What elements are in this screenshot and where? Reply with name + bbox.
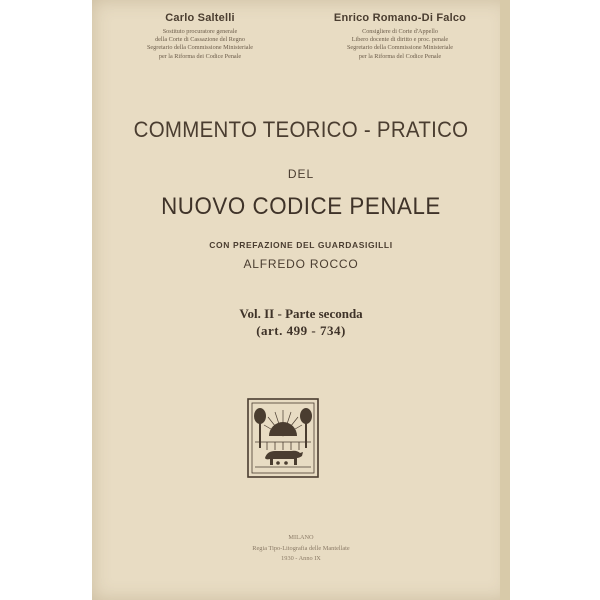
author-block-romano-di-falco	[300, 12, 500, 61]
author-block-saltelli	[100, 12, 300, 61]
book-title-line-2: NUOVO CODICE PENALE	[161, 193, 441, 220]
author-credential-line: Sostituto procuratore generale	[162, 28, 238, 35]
title-page	[92, 0, 510, 600]
author-name: Enrico Romano-Di Falco	[333, 12, 467, 24]
imprint-city: MILANO	[288, 534, 314, 541]
page-edge	[500, 0, 510, 600]
book-title-line-1: COMMENTO TEORICO - PRATICO	[133, 117, 469, 142]
article-range: (art. 499 - 734)	[256, 323, 346, 338]
author-credential-line: Consigliere di Corte d'Appello	[362, 28, 438, 35]
author-credential-line: per la Riforma dei Codice Penale	[158, 52, 242, 60]
author-credential-line: della Corte di Cassazione del Regno	[155, 36, 245, 44]
imprint-date: 1930 - Anno IX	[281, 555, 321, 562]
volume-label: Vol. II - Parte seconda	[239, 306, 363, 321]
preface-author: ALFREDO ROCCO	[243, 257, 359, 271]
author-credential-line: Segretario della Commissione Ministeriale	[146, 44, 254, 52]
imprint	[92, 533, 510, 565]
imprint-printer: Regia Tipo-Litografia delle Mantellate	[252, 544, 350, 552]
author-credentials	[300, 28, 500, 61]
author-credentials	[100, 28, 300, 61]
she-wolf-emblem-icon	[247, 398, 319, 478]
book-title-connector: DEL	[287, 167, 315, 181]
author-name: Carlo Saltelli	[165, 12, 235, 24]
preface-label: CON PREFAZIONE DEL GUARDASIGILLI	[209, 240, 393, 250]
author-credential-line: Libero docente di diritto e proc. penale	[351, 36, 449, 44]
author-credential-line: per la Riforma del Codice Penale	[358, 52, 442, 60]
author-credential-line: Segretario della Commissione Ministeriale	[346, 44, 454, 52]
